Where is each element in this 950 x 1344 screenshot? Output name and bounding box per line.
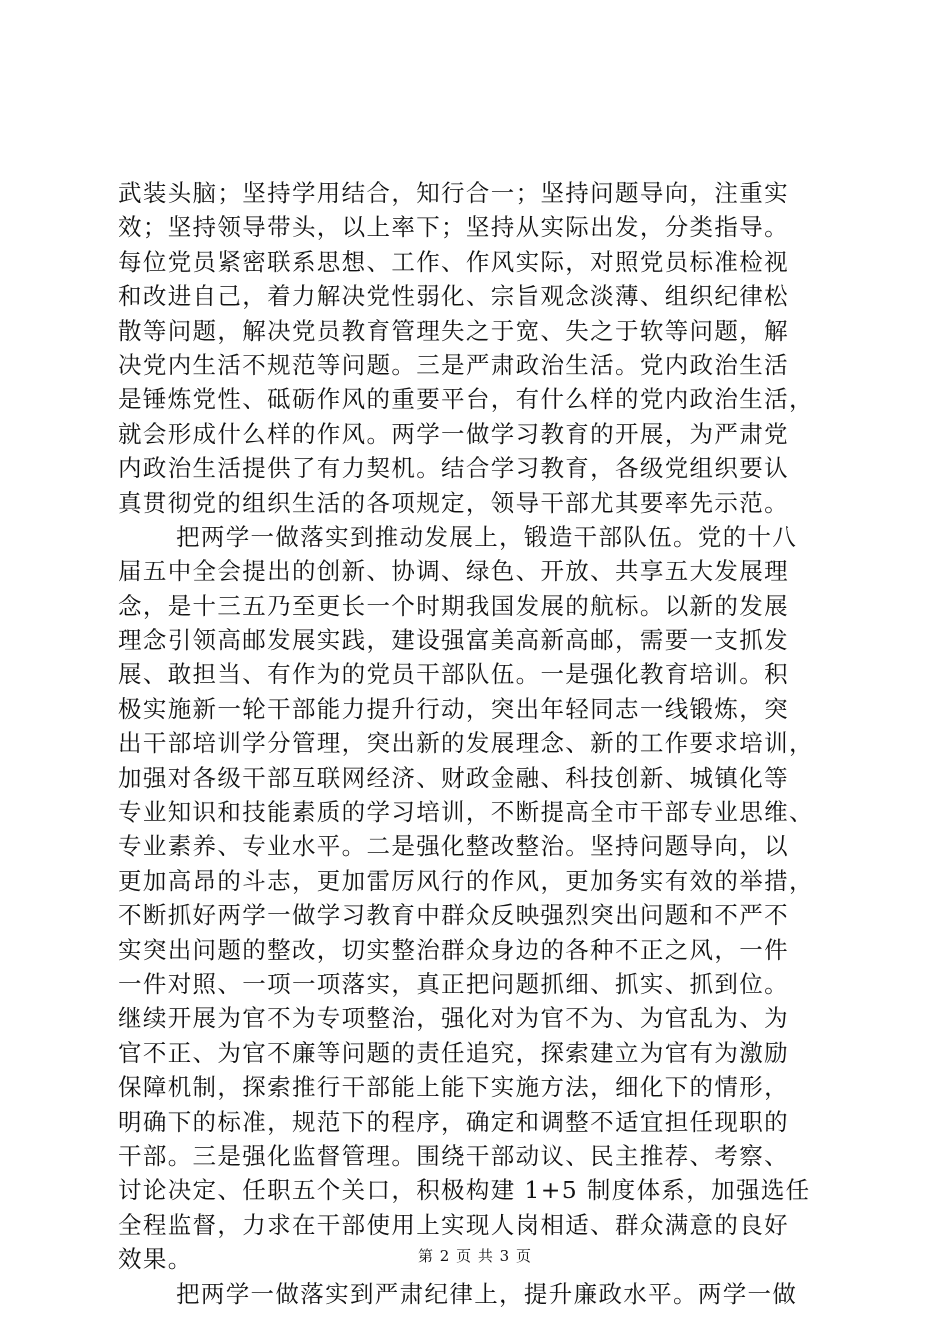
text-line: 真贯彻党的组织生活的各项规定，领导干部尤其要率先示范。 (118, 488, 789, 517)
text-line: 效；坚持领导带头，以上率下；坚持从实际出发，分类指导。 (118, 213, 789, 242)
text-line: 一件对照、一项一项落实，真正把问题抓细、抓实、抓到位。 (118, 969, 789, 998)
document-body (118, 176, 834, 1311)
text-line: 念，是十三五乃至更长一个时期我国发展的航标。以新的发展 (118, 591, 789, 620)
text-line: 和改进自己，着力解决党性弱化、宗旨观念淡薄、组织纪律松 (118, 282, 789, 311)
text-line: 专业知识和技能素质的学习培训，不断提高全市干部专业思维、 (118, 798, 814, 827)
text-line: 散等问题，解决党员教育管理失之于宽、失之于软等问题，解 (118, 316, 789, 345)
text-line: 继续开展为官不为专项整治，强化对为官不为、为官乱为、为 (118, 1004, 789, 1033)
text-line: 每位党员紧密联系思想、工作、作风实际，对照党员标准检视 (118, 247, 789, 276)
text-line: 展、敢担当、有作为的党员干部队伍。一是强化教育培训。积 (118, 660, 789, 689)
text-line: 内政治生活提供了有力契机。结合学习教育，各级党组织要认 (118, 454, 789, 483)
text-line: 干部。三是强化监督管理。围绕干部动议、民主推荐、考察、 (118, 1141, 789, 1170)
text-line: 官不正、为官不廉等问题的责任追究，探索建立为官有为激励 (118, 1038, 789, 1067)
text-line: 决党内生活不规范等问题。三是严肃政治生活。党内政治生活 (118, 350, 789, 379)
text-line: 届五中全会提出的创新、协调、绿色、开放、共享五大发展理 (118, 557, 789, 586)
text-line: 效果。 (118, 1245, 193, 1274)
text-line: 理念引领高邮发展实践，建设强富美高新高邮，需要一支抓发 (118, 626, 789, 655)
text-line: 实突出问题的整改，切实整治群众身边的各种不正之风，一件 (118, 935, 789, 964)
text-line: 保障机制，探索推行干部能上能下实施方法，细化下的情形， (118, 1073, 789, 1102)
text-line: 更加高昂的斗志，更加雷厉风行的作风，更加务实有效的举措， (118, 866, 814, 895)
paragraph-start-line: 把两学一做落实到严肃纪律上，提升廉政水平。两学一做 (176, 1279, 798, 1308)
text-line: 加强对各级干部互联网经济、财政金融、科技创新、城镇化等 (118, 763, 789, 792)
text-line: 武装头脑；坚持学用结合，知行合一；坚持问题导向，注重实 (118, 179, 789, 207)
text-line: 讨论决定、任职五个关口，积极构建 1+5 制度体系，加强选任 (118, 1176, 811, 1205)
paragraph-start-line: 把两学一做落实到推动发展上，锻造干部队伍。党的十八 (176, 522, 798, 551)
text-line: 极实施新一轮干部能力提升行动，突出年轻同志一线锻炼，突 (118, 694, 789, 723)
text-line: 不断抓好两学一做学习教育中群众反映强烈突出问题和不严不 (118, 901, 789, 930)
text-line: 就会形成什么样的作风。两学一做学习教育的开展，为严肃党 (118, 419, 789, 448)
text-line: 是锤炼党性、砥砺作风的重要平台，有什么样的党内政治生活， (118, 385, 814, 414)
text-line: 出干部培训学分管理，突出新的发展理念、新的工作要求培训， (118, 729, 814, 758)
text-line: 明确下的标准，规范下的程序，确定和调整不适宜担任现职的 (118, 1107, 789, 1136)
page-number-footer: 第 2 页 共 3 页 (418, 1247, 532, 1265)
text-line: 专业素养、专业水平。二是强化整改整治。坚持问题导向，以 (118, 832, 789, 861)
text-line: 全程监督，力求在干部使用上实现人岗相适、群众满意的良好 (118, 1210, 789, 1239)
